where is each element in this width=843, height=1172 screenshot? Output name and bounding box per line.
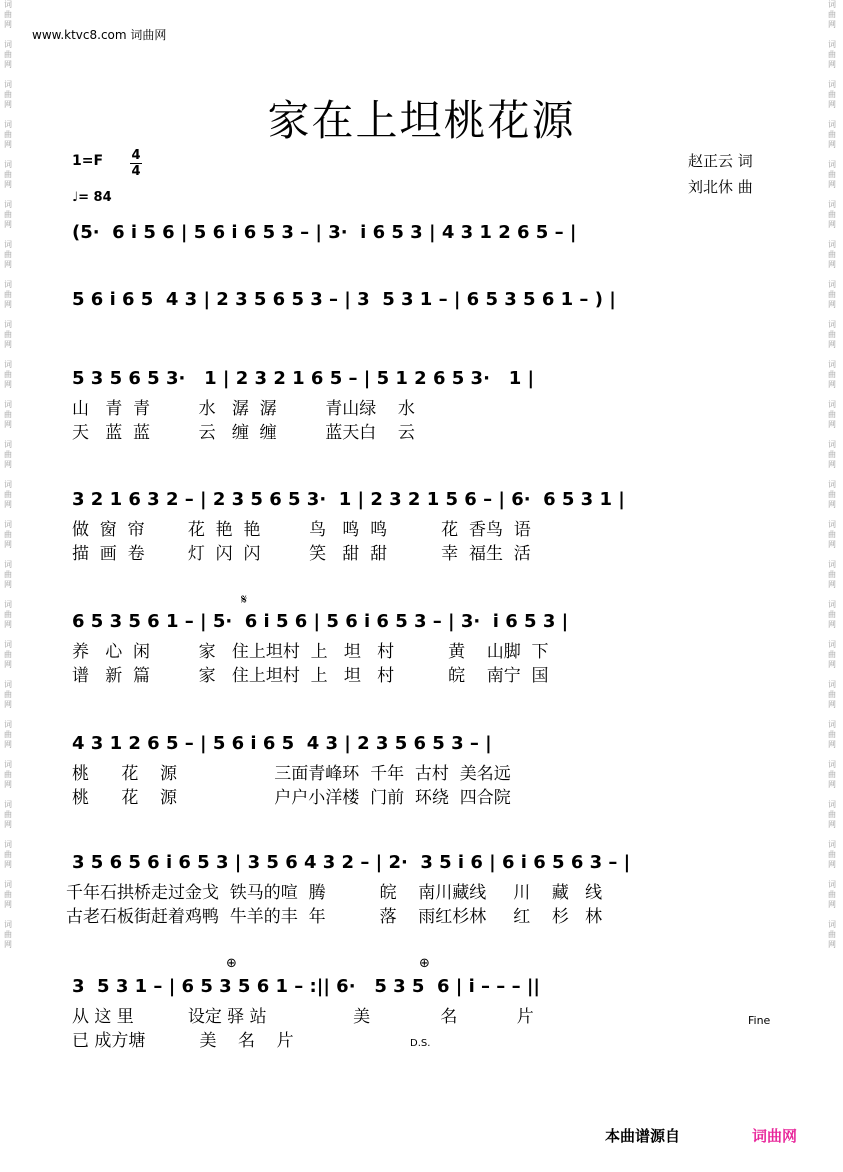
score-row-5: 6 5 3 5 6 1 – | 5· 6 i 5 6 | 5 6 i 6 5 3 – | 3· i 6 5 3 | [72, 611, 569, 632]
lyric-row-7b: 古老石板街赶着鸡鸭 牛羊的丰 年 落 雨红杉林 红 杉 林 [66, 907, 603, 927]
lyric-row-3b: 天 蓝 蓝 云 缠 缠 蓝天白 云 [72, 423, 415, 443]
footer-site-link[interactable]: 词曲网 [752, 1127, 798, 1145]
coda-mark-1: ⊕ [226, 956, 237, 971]
lyric-row-6a: 桃 花 源 三面青峰环 千年 古村 美名远 [72, 764, 511, 784]
time-sig-top: 4 [131, 148, 141, 163]
lyric-row-3a: 山 青 青 水 潺 潺 青山绿 水 [72, 399, 415, 419]
score-row-4: 3 2 1 6 3 2 – | 2 3 5 6 5 3· 1 | 2 3 2 1 5 6 – | 6· 6 5 3 1 | [72, 489, 625, 510]
footer-source: 本曲谱源自 [605, 1127, 681, 1145]
lyric-row-4a: 做 窗 帘 花 艳 艳 鸟 鸣 鸣 花 香鸟 语 [72, 520, 531, 540]
composer: 刘北休 曲 [688, 178, 753, 196]
lyric-row-8a: 从 这 里 设定 驿 站 美 名 片 [72, 1007, 534, 1027]
key-signature: 1=F [72, 153, 104, 169]
coda-mark-2: ⊕ [419, 956, 430, 971]
score-row-7: 3 5 6 5 6 i 6 5 3 | 3 5 6 4 3 2 – | 2· 3 5 i 6 | 6 i 6 5 6 3 – | [72, 852, 631, 873]
watermark-right: 词 曲 网 词 曲 网 词 曲 网 词 曲 网 词 曲 网 词 曲 网 词 曲 网 词 曲 网 词 曲 网 词 曲 网 词 曲 网 词 曲 网 词 曲 网 词 曲 网 词 曲 网 词 曲 网 词 曲 网 词 曲 网 词 曲 网 词 曲 网 词 曲 网 词 曲 网 词 曲 网 词 曲 网 [828, 0, 836, 949]
score-row-3: 5 3 5 6 5 3· 1 | 2 3 2 1 6 5 – | 5 1 2 6 5 3· 1 | [72, 368, 535, 389]
time-signature [130, 148, 142, 179]
segno-mark: 𝄋 [241, 592, 248, 608]
site-label[interactable]: www.ktvc8.com 词曲网 [32, 28, 167, 42]
score-row-8: 3 5 3 1 – | 6 5 3 5 6 1 – :|| 6· 5 3 5 6 | i – – – || [72, 976, 540, 997]
lyricist: 赵正云 词 [688, 152, 753, 170]
lyric-row-8b: 已 成方塘 美 名 片 [72, 1031, 294, 1051]
lyric-row-7a: 千年石拱桥走过金戈 铁马的喧 腾 皖 南川藏线 川 藏 线 [66, 883, 603, 903]
lyric-row-6b: 桃 花 源 户户小洋楼 门前 环绕 四合院 [72, 788, 511, 808]
ds-mark: D.S. [410, 1038, 431, 1049]
score-row-2: 5 6 i 6 5 4 3 | 2 3 5 6 5 3 – | 3 5 3 1 – | 6 5 3 5 6 1 – ) | [72, 289, 616, 310]
tempo-value: = 84 [78, 190, 112, 205]
score-row-6: 4 3 1 2 6 5 – | 5 6 i 6 5 4 3 | 2 3 5 6 5 3 – | [72, 733, 492, 754]
fine-mark: Fine [748, 1014, 771, 1027]
lyric-row-5b: 谱 新 篇 家 住上坦村 上 坦 村 皖 南宁 国 [72, 666, 549, 686]
watermark-left: 词 曲 网 词 曲 网 词 曲 网 词 曲 网 词 曲 网 词 曲 网 词 曲 网 词 曲 网 词 曲 网 词 曲 网 词 曲 网 词 曲 网 词 曲 网 词 曲 网 词 曲 网 词 曲 网 词 曲 网 词 曲 网 词 曲 网 词 曲 网 词 曲 网 词 曲 网 词 曲 网 词 曲 网 [4, 0, 12, 949]
lyric-row-4b: 描 画 卷 灯 闪 闪 笑 甜 甜 幸 福生 活 [72, 544, 531, 564]
tempo-marking [72, 190, 112, 205]
quarter-note-icon: ♩ [72, 190, 79, 205]
lyric-row-5a: 养 心 闲 家 住上坦村 上 坦 村 黄 山脚 下 [72, 642, 549, 662]
time-sig-bottom: 4 [131, 164, 141, 179]
score-row-1: (5· 6 i 5 6 | 5 6 i 6 5 3 – | 3· i 6 5 3 | 4 3 1 2 6 5 – | [72, 222, 577, 243]
page-title: 家在上坦桃花源 [267, 96, 576, 145]
